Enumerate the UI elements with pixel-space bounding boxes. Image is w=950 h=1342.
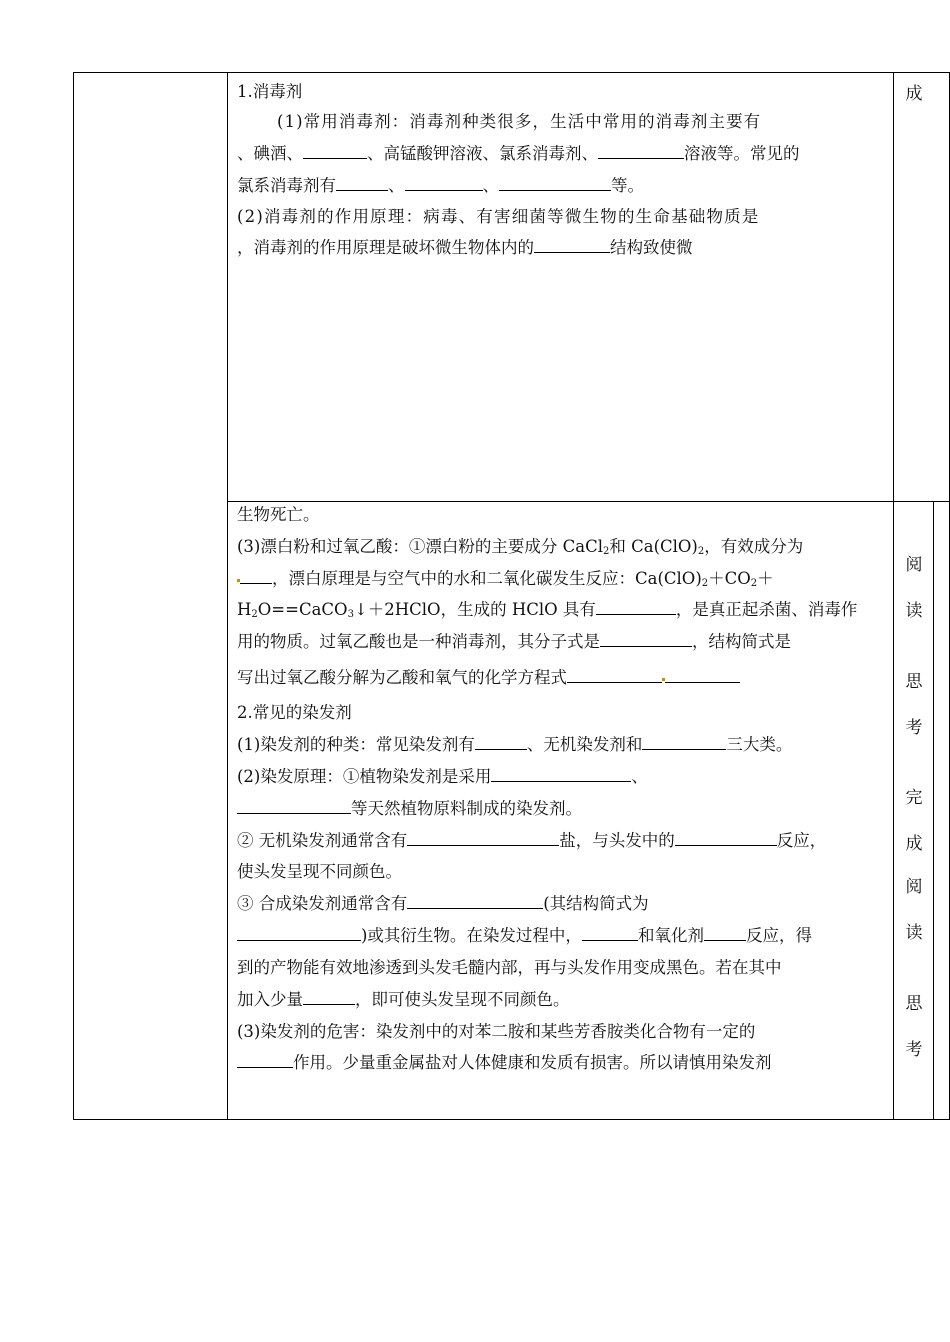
table-bottom-border (73, 1119, 950, 1120)
text-line: (2)消毒剂的作用原理：病毒、有害细菌等微生物的生命基础物质是 (237, 207, 760, 226)
side-label: 思 (905, 994, 923, 1014)
row-divider (227, 501, 950, 502)
table-top-border (73, 72, 950, 73)
text-line: $H_2O==CaCO_3↓+2HClO$，生成的 HClO 具有 ，是真正起杀菌、消毒作 (237, 600, 858, 620)
text-line: ③ 合成染发剂通常含有 (其结构简式为 (237, 894, 649, 913)
text-line: ② 无机染发剂通常含有 盐，与头发中的 反应， (237, 831, 827, 850)
text-line: 写出过氧乙酸分解为乙酸和氧气的化学方程式 (237, 666, 740, 690)
text-line: (1)染发剂的种类：常见染发剂有 、无机染发剂和 三大类。 (237, 735, 793, 754)
fill-blank[interactable] (499, 174, 611, 191)
text-line: 加入少量 ，即可使头发呈现不同颜色。 (237, 990, 570, 1009)
fill-blank[interactable] (240, 567, 272, 584)
text-line: (2)染发原理：①植物染发剂是采用 、 (237, 767, 648, 786)
text-line: 用的物质。过氧乙酸也是一种消毒剂，其分子式是 ，结构简式是 (237, 632, 791, 651)
fill-blank[interactable] (567, 666, 662, 683)
dye-heading: 2.常见的染发剂 (237, 703, 352, 722)
fill-blank[interactable] (642, 733, 726, 750)
fill-blank[interactable] (407, 829, 559, 846)
side-label: 读 (905, 923, 923, 943)
col-border-2 (227, 72, 228, 1120)
text-line: 氯系消毒剂有 、 、 等。 (237, 176, 644, 195)
fill-blank[interactable] (704, 924, 746, 941)
fill-blank[interactable] (407, 892, 543, 909)
text-line: (3)染发剂的危害：染发剂中的对苯二胺和某些芳香胺类化合物有一定的 (237, 1022, 756, 1041)
fill-blank[interactable] (665, 666, 740, 683)
fill-blank[interactable] (675, 829, 777, 846)
fill-blank[interactable] (582, 924, 638, 941)
text-line: 作用。少量重金属盐对人体健康和发质有损害。所以请慎用染发剂 (237, 1051, 772, 1075)
fill-blank[interactable] (336, 174, 388, 191)
text-line: 到的产物能有效地渗透到头发毛髓内部，再与头发作用变成黑色。若在其中 (237, 958, 782, 977)
col-border-4 (933, 501, 934, 1120)
col-border-3 (893, 72, 894, 1120)
side-label: 成 (905, 834, 923, 854)
side-label: 考 (905, 718, 923, 738)
fill-blank[interactable] (237, 924, 361, 941)
text-line: 使头发呈现不同颜色。 (237, 862, 402, 881)
side-label: 完 (905, 788, 923, 808)
fill-blank[interactable] (237, 1051, 293, 1068)
fill-blank[interactable] (405, 174, 483, 191)
side-label: 阅 (905, 555, 923, 575)
text-line: 、碘酒、 、高锰酸钾溶液、氯系消毒剂、 溶液等。常见的 (237, 144, 800, 163)
disinfectant-heading: 1.消毒剂 (237, 82, 303, 101)
fill-blank[interactable] (303, 142, 367, 159)
text-line: (3)漂白粉和过氧乙酸：①漂白粉的主要成分 CaCl$_2$和 $Ca(ClO)_2$，有效成分为 (237, 537, 804, 557)
side-label: 考 (905, 1040, 923, 1060)
fill-blank[interactable] (491, 765, 631, 782)
fill-blank[interactable] (475, 733, 527, 750)
side-label: 思 (905, 672, 923, 692)
fill-blank[interactable] (596, 598, 676, 615)
text-line: (1)常用消毒剂：消毒剂种类很多，生活中常用的消毒剂主要有 (277, 112, 762, 131)
side-label: 阅 (905, 877, 923, 897)
fill-blank[interactable] (600, 630, 692, 647)
side-label: 读 (905, 601, 923, 621)
text-line: )或其衍生物。在染发过程中， 和氧化剂 反应，得 (237, 924, 812, 948)
text-line: 等天然植物原料制成的染发剂。 (237, 797, 582, 821)
fill-blank[interactable] (598, 142, 684, 159)
side-label-top: 成 (905, 84, 923, 104)
text-line: ，漂白原理是与空气中的水和二氧化碳发生反应：$Ca(ClO)_2+CO_2+$ (237, 567, 774, 596)
col-border-1 (73, 72, 74, 1120)
text-line: 生物死亡。 (237, 505, 320, 524)
fill-blank[interactable] (237, 797, 351, 814)
fill-blank[interactable] (534, 236, 610, 253)
text-line: ，消毒剂的作用原理是破坏微生物体内的 结构致使微 (237, 238, 693, 257)
fill-blank[interactable] (303, 988, 355, 1005)
